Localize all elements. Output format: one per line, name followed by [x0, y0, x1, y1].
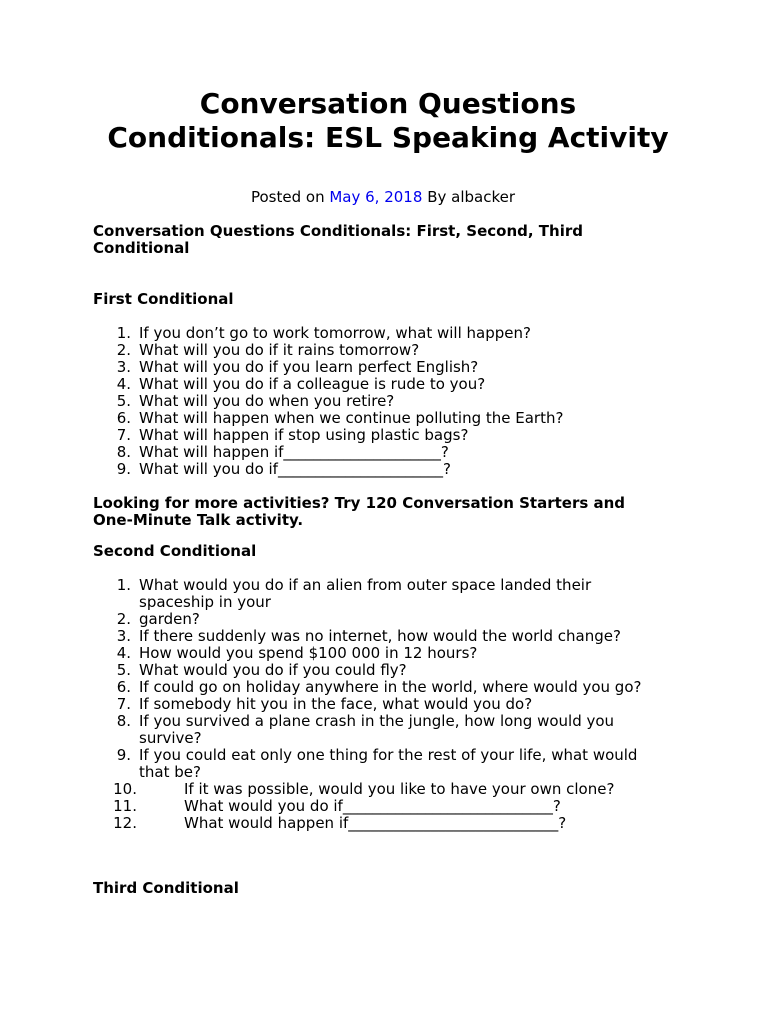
- item-number: 7.: [116, 426, 131, 444]
- item-number: 4.: [116, 375, 131, 393]
- list-item: [93, 815, 653, 832]
- list-item: [93, 679, 653, 696]
- item-text: If could go on holiday anywhere in the world, where would you go?: [139, 678, 642, 696]
- list-item: [93, 713, 653, 747]
- item-text: What would you do if____________________________?: [184, 797, 561, 815]
- byline-prefix: Posted on: [250, 188, 325, 206]
- item-number: 11.: [113, 797, 137, 815]
- item-text: What will you do if______________________?: [139, 460, 451, 478]
- list-item: [93, 781, 653, 798]
- list-item: [93, 427, 653, 444]
- item-text: What will you do when you retire?: [139, 392, 395, 410]
- item-number: 9.: [116, 460, 131, 478]
- item-text: What will you do if a colleague is rude to you?: [139, 375, 486, 393]
- item-text: What would you do if an alien from outer space landed their spaceship in your: [139, 576, 592, 611]
- list-item: [93, 662, 653, 679]
- list-item: [93, 393, 653, 410]
- promo-text: Looking for more activities? Try 120 Conversation Starters and One-Minute Talk activity.: [93, 494, 626, 529]
- item-number: 1.: [116, 324, 131, 342]
- third-conditional-heading: Third Conditional: [93, 879, 239, 897]
- item-number: 4.: [116, 644, 131, 662]
- list-item: [93, 628, 653, 645]
- list-item: [93, 342, 653, 359]
- item-text: If there suddenly was no internet, how would the world change?: [139, 627, 621, 645]
- item-number: 5.: [116, 392, 131, 410]
- list-item: [93, 410, 653, 427]
- item-number: 2.: [116, 341, 131, 359]
- item-number: 10.: [113, 780, 137, 798]
- list-item: [93, 747, 653, 781]
- item-text: garden?: [139, 610, 200, 628]
- item-text: What will happen if_____________________?: [139, 443, 449, 461]
- second-conditional-list: [93, 577, 653, 832]
- item-text: If somebody hit you in the face, what would you do?: [139, 695, 533, 713]
- item-text: What would you do if you could fly?: [139, 661, 407, 679]
- list-item: [93, 376, 653, 393]
- item-text: If you survived a plane crash in the jungle, how long would you survive?: [139, 712, 615, 747]
- page-title: Conversation Questions Conditionals: ESL Speaking Activity: [107, 87, 669, 154]
- item-number: 2.: [116, 610, 131, 628]
- item-text: What will happen if stop using plastic bags?: [139, 426, 469, 444]
- list-item: [93, 611, 653, 628]
- item-text: What will you do if you learn perfect English?: [139, 358, 479, 376]
- second-conditional-heading: Second Conditional: [93, 542, 257, 560]
- list-item: [93, 645, 653, 662]
- item-text: If you could eat only one thing for the rest of your life, what would that be?: [139, 746, 638, 781]
- list-item: [93, 798, 653, 815]
- list-item: [93, 325, 653, 342]
- item-number: 9.: [116, 746, 131, 764]
- byline-author: By albacker: [427, 188, 515, 206]
- item-text: What would happen if____________________________?: [184, 814, 567, 832]
- item-number: 3.: [116, 358, 131, 376]
- item-number: 8.: [116, 443, 131, 461]
- item-number: 8.: [116, 712, 131, 730]
- item-number: 7.: [116, 695, 131, 713]
- item-text: If you don’t go to work tomorrow, what will happen?: [139, 324, 531, 342]
- item-number: 6.: [116, 678, 131, 696]
- list-item: [93, 359, 653, 376]
- article-subtitle: Conversation Questions Conditionals: First, Second, Third Conditional: [93, 222, 583, 257]
- list-item: [93, 461, 653, 478]
- item-text: How would you spend $100 000 in 12 hours?: [139, 644, 478, 662]
- item-number: 12.: [113, 814, 137, 832]
- item-number: 5.: [116, 661, 131, 679]
- item-number: 3.: [116, 627, 131, 645]
- first-conditional-heading: First Conditional: [93, 290, 234, 308]
- list-item: [93, 696, 653, 713]
- item-text: If it was possible, would you like to have your own clone?: [184, 780, 615, 798]
- post-byline: [93, 188, 673, 206]
- item-text: What will happen when we continue polluting the Earth?: [139, 409, 564, 427]
- item-number: 6.: [116, 409, 131, 427]
- list-item: [93, 444, 653, 461]
- list-item: [93, 577, 653, 611]
- item-text: What will you do if it rains tomorrow?: [139, 341, 420, 359]
- item-number: 1.: [116, 576, 131, 594]
- post-date-link[interactable]: May 6, 2018: [329, 188, 423, 206]
- first-conditional-list: [93, 325, 653, 478]
